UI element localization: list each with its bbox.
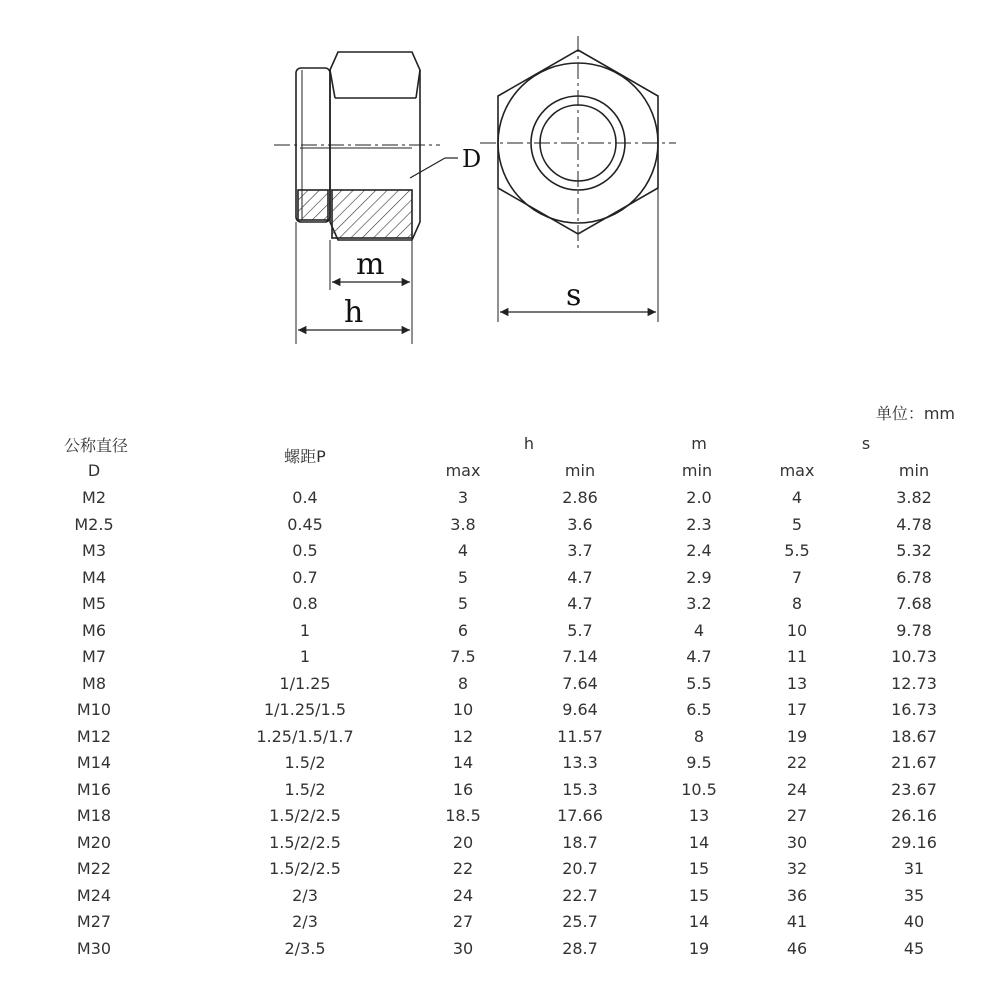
- cell-m-min: 3.2: [686, 594, 712, 613]
- cell-d: M2.5: [74, 514, 114, 534]
- cell-m-min: 9.5: [686, 753, 712, 772]
- cell-d: M27: [76, 912, 112, 931]
- cell-d: M6: [82, 620, 106, 640]
- cell-s-max: 30: [786, 832, 808, 852]
- cell-h-max: 5: [457, 567, 469, 587]
- cell-s-max: 5: [791, 514, 803, 534]
- cell-h-max: 8: [457, 673, 469, 693]
- cell-s-max: 7: [791, 567, 803, 587]
- header-m: m: [691, 434, 707, 453]
- cell-pitch: 0.7: [292, 567, 318, 587]
- cell-d: M8: [82, 673, 106, 693]
- cell-s-min: 23.67: [891, 779, 937, 799]
- header-h-max: max: [445, 461, 481, 480]
- header-s: s: [861, 434, 871, 453]
- cell-pitch: 2/3.5: [284, 938, 326, 958]
- cell-h-min: 11.57: [557, 726, 603, 746]
- header-h: h: [523, 434, 535, 453]
- cell-m-min: 2.4: [686, 541, 712, 560]
- cell-h-min: 4.7: [567, 594, 593, 613]
- cell-s-min: 21.67: [891, 753, 937, 772]
- cell-h-min: 22.7: [562, 885, 598, 905]
- cell-h-max: 14: [452, 753, 474, 772]
- label-d: D: [462, 145, 482, 173]
- cell-pitch: 1.5/2: [284, 779, 326, 799]
- cell-d: M2: [82, 488, 106, 507]
- cell-s-max: 19: [786, 726, 808, 746]
- cell-h-max: 10: [452, 700, 474, 719]
- cell-s-min: 18.67: [891, 726, 937, 746]
- cell-h-min: 2.86: [562, 488, 598, 507]
- header-h-min: min: [564, 461, 596, 480]
- cell-h-min: 28.7: [562, 938, 598, 958]
- cell-h-min: 20.7: [562, 859, 598, 878]
- label-m: m: [356, 247, 385, 282]
- cell-h-min: 9.64: [562, 700, 598, 719]
- cell-m-min: 4: [693, 620, 705, 640]
- cell-pitch: 1/1.25/1.5: [263, 700, 347, 719]
- cell-h-max: 27: [452, 912, 474, 931]
- cell-s-max: 17: [786, 700, 808, 719]
- cell-s-min: 35: [903, 885, 925, 905]
- cell-pitch: 0.45: [287, 514, 323, 534]
- cell-d: M3: [82, 541, 106, 560]
- cell-m-min: 19: [688, 938, 710, 958]
- header-s-min: min: [898, 461, 930, 480]
- cell-pitch: 0.8: [292, 594, 318, 613]
- cell-h-max: 24: [452, 885, 474, 905]
- cell-d: M12: [76, 726, 112, 746]
- cell-h-max: 4: [457, 541, 469, 560]
- cell-h-min: 13.3: [562, 753, 598, 772]
- cell-s-max: 4: [791, 488, 803, 507]
- cell-h-max: 18.5: [445, 806, 481, 825]
- header-nominal-d: D: [87, 461, 101, 480]
- cell-h-min: 5.7: [567, 620, 593, 640]
- cell-pitch: 2/3: [292, 885, 318, 905]
- cell-h-max: 3: [457, 488, 469, 507]
- cell-d: M20: [76, 832, 112, 852]
- cell-d: M18: [76, 806, 112, 825]
- cell-d: M5: [82, 594, 106, 613]
- cell-m-min: 13: [688, 806, 710, 825]
- cell-s-max: 11: [786, 647, 808, 666]
- cell-h-min: 7.14: [562, 647, 598, 666]
- cell-m-min: 6.5: [686, 700, 712, 719]
- cell-d: M30: [76, 938, 112, 958]
- cell-s-max: 36: [786, 885, 808, 905]
- cell-h-max: 7.5: [450, 647, 476, 666]
- cell-s-min: 10.73: [891, 647, 937, 666]
- cell-pitch: 0.4: [292, 488, 318, 507]
- cell-s-max: 41: [786, 912, 808, 931]
- cell-h-min: 3.7: [567, 541, 593, 560]
- cell-m-min: 2.3: [686, 514, 712, 534]
- cell-s-min: 26.16: [891, 806, 937, 825]
- label-s: s: [566, 278, 582, 313]
- cell-h-min: 7.64: [562, 673, 598, 693]
- cell-m-min: 10.5: [681, 779, 717, 799]
- cell-s-min: 9.78: [896, 620, 932, 640]
- cell-m-min: 14: [688, 832, 710, 852]
- cell-pitch: 2/3: [292, 912, 318, 931]
- cell-h-max: 3.8: [450, 514, 476, 534]
- cell-h-min: 15.3: [562, 779, 598, 799]
- cell-s-min: 12.73: [891, 673, 937, 693]
- cell-s-min: 29.16: [891, 832, 937, 852]
- header-m-min: min: [681, 461, 713, 480]
- label-h: h: [344, 295, 364, 330]
- cell-d: M10: [76, 700, 112, 719]
- cell-m-min: 2.9: [686, 567, 712, 587]
- header-nominal-cn: 公称直径: [63, 436, 129, 455]
- cell-h-min: 4.7: [567, 567, 593, 587]
- cell-s-min: 4.78: [896, 514, 932, 534]
- cell-s-max: 5.5: [784, 541, 810, 560]
- cell-m-min: 15: [688, 885, 710, 905]
- header-s-max: max: [779, 461, 815, 480]
- cell-s-max: 13: [786, 673, 808, 693]
- cell-s-max: 27: [786, 806, 808, 825]
- cell-s-max: 46: [786, 938, 808, 958]
- cell-pitch: 1/1.25: [279, 673, 331, 693]
- cell-h-max: 12: [452, 726, 474, 746]
- cell-d: M14: [76, 753, 112, 772]
- cell-s-max: 24: [786, 779, 808, 799]
- cell-s-min: 6.78: [896, 567, 932, 587]
- cell-s-max: 10: [786, 620, 808, 640]
- cell-s-min: 7.68: [896, 594, 932, 613]
- cell-m-min: 4.7: [686, 647, 712, 666]
- nut-technical-drawing: [0, 0, 1000, 380]
- cell-h-max: 30: [452, 938, 474, 958]
- cell-s-min: 16.73: [891, 700, 937, 719]
- cell-m-min: 14: [688, 912, 710, 931]
- cell-m-min: 8: [693, 726, 705, 746]
- cell-m-min: 2.0: [686, 488, 712, 507]
- cell-h-max: 16: [452, 779, 474, 799]
- cell-pitch: 1.5/2/2.5: [269, 832, 341, 852]
- cell-pitch: 1.25/1.5/1.7: [256, 726, 354, 746]
- cell-d: M16: [76, 779, 112, 799]
- cell-h-max: 20: [452, 832, 474, 852]
- cell-h-max: 6: [457, 620, 469, 640]
- cell-h-min: 17.66: [557, 806, 603, 825]
- cell-h-min: 25.7: [562, 912, 598, 931]
- cell-s-min: 3.82: [896, 488, 932, 507]
- unit-note: 单位：mm: [875, 404, 955, 423]
- cell-h-max: 22: [452, 859, 474, 878]
- cell-s-max: 8: [791, 594, 803, 613]
- side-view: [274, 52, 458, 344]
- cell-h-min: 18.7: [562, 832, 598, 852]
- cell-m-min: 5.5: [686, 673, 712, 693]
- cell-h-min: 3.6: [567, 514, 593, 534]
- cell-s-min: 31: [903, 859, 925, 878]
- cell-pitch: 1.5/2: [284, 753, 326, 772]
- cell-m-min: 15: [688, 859, 710, 878]
- cell-s-max: 22: [786, 753, 808, 772]
- cell-d: M24: [76, 885, 112, 905]
- cell-h-max: 5: [457, 594, 469, 613]
- cell-pitch: 0.5: [292, 541, 318, 560]
- cell-pitch: 1.5/2/2.5: [269, 806, 341, 825]
- cell-d: M7: [82, 647, 106, 666]
- cell-d: M4: [82, 567, 106, 587]
- cell-pitch: 1: [299, 647, 311, 666]
- cell-s-min: 45: [903, 938, 925, 958]
- cell-s-min: 40: [903, 912, 925, 931]
- cell-s-max: 32: [786, 859, 808, 878]
- header-pitch: 螺距P: [284, 447, 326, 466]
- cell-pitch: 1: [299, 620, 311, 640]
- cell-pitch: 1.5/2/2.5: [269, 859, 341, 878]
- cell-d: M22: [76, 859, 112, 878]
- cell-s-min: 5.32: [896, 541, 932, 560]
